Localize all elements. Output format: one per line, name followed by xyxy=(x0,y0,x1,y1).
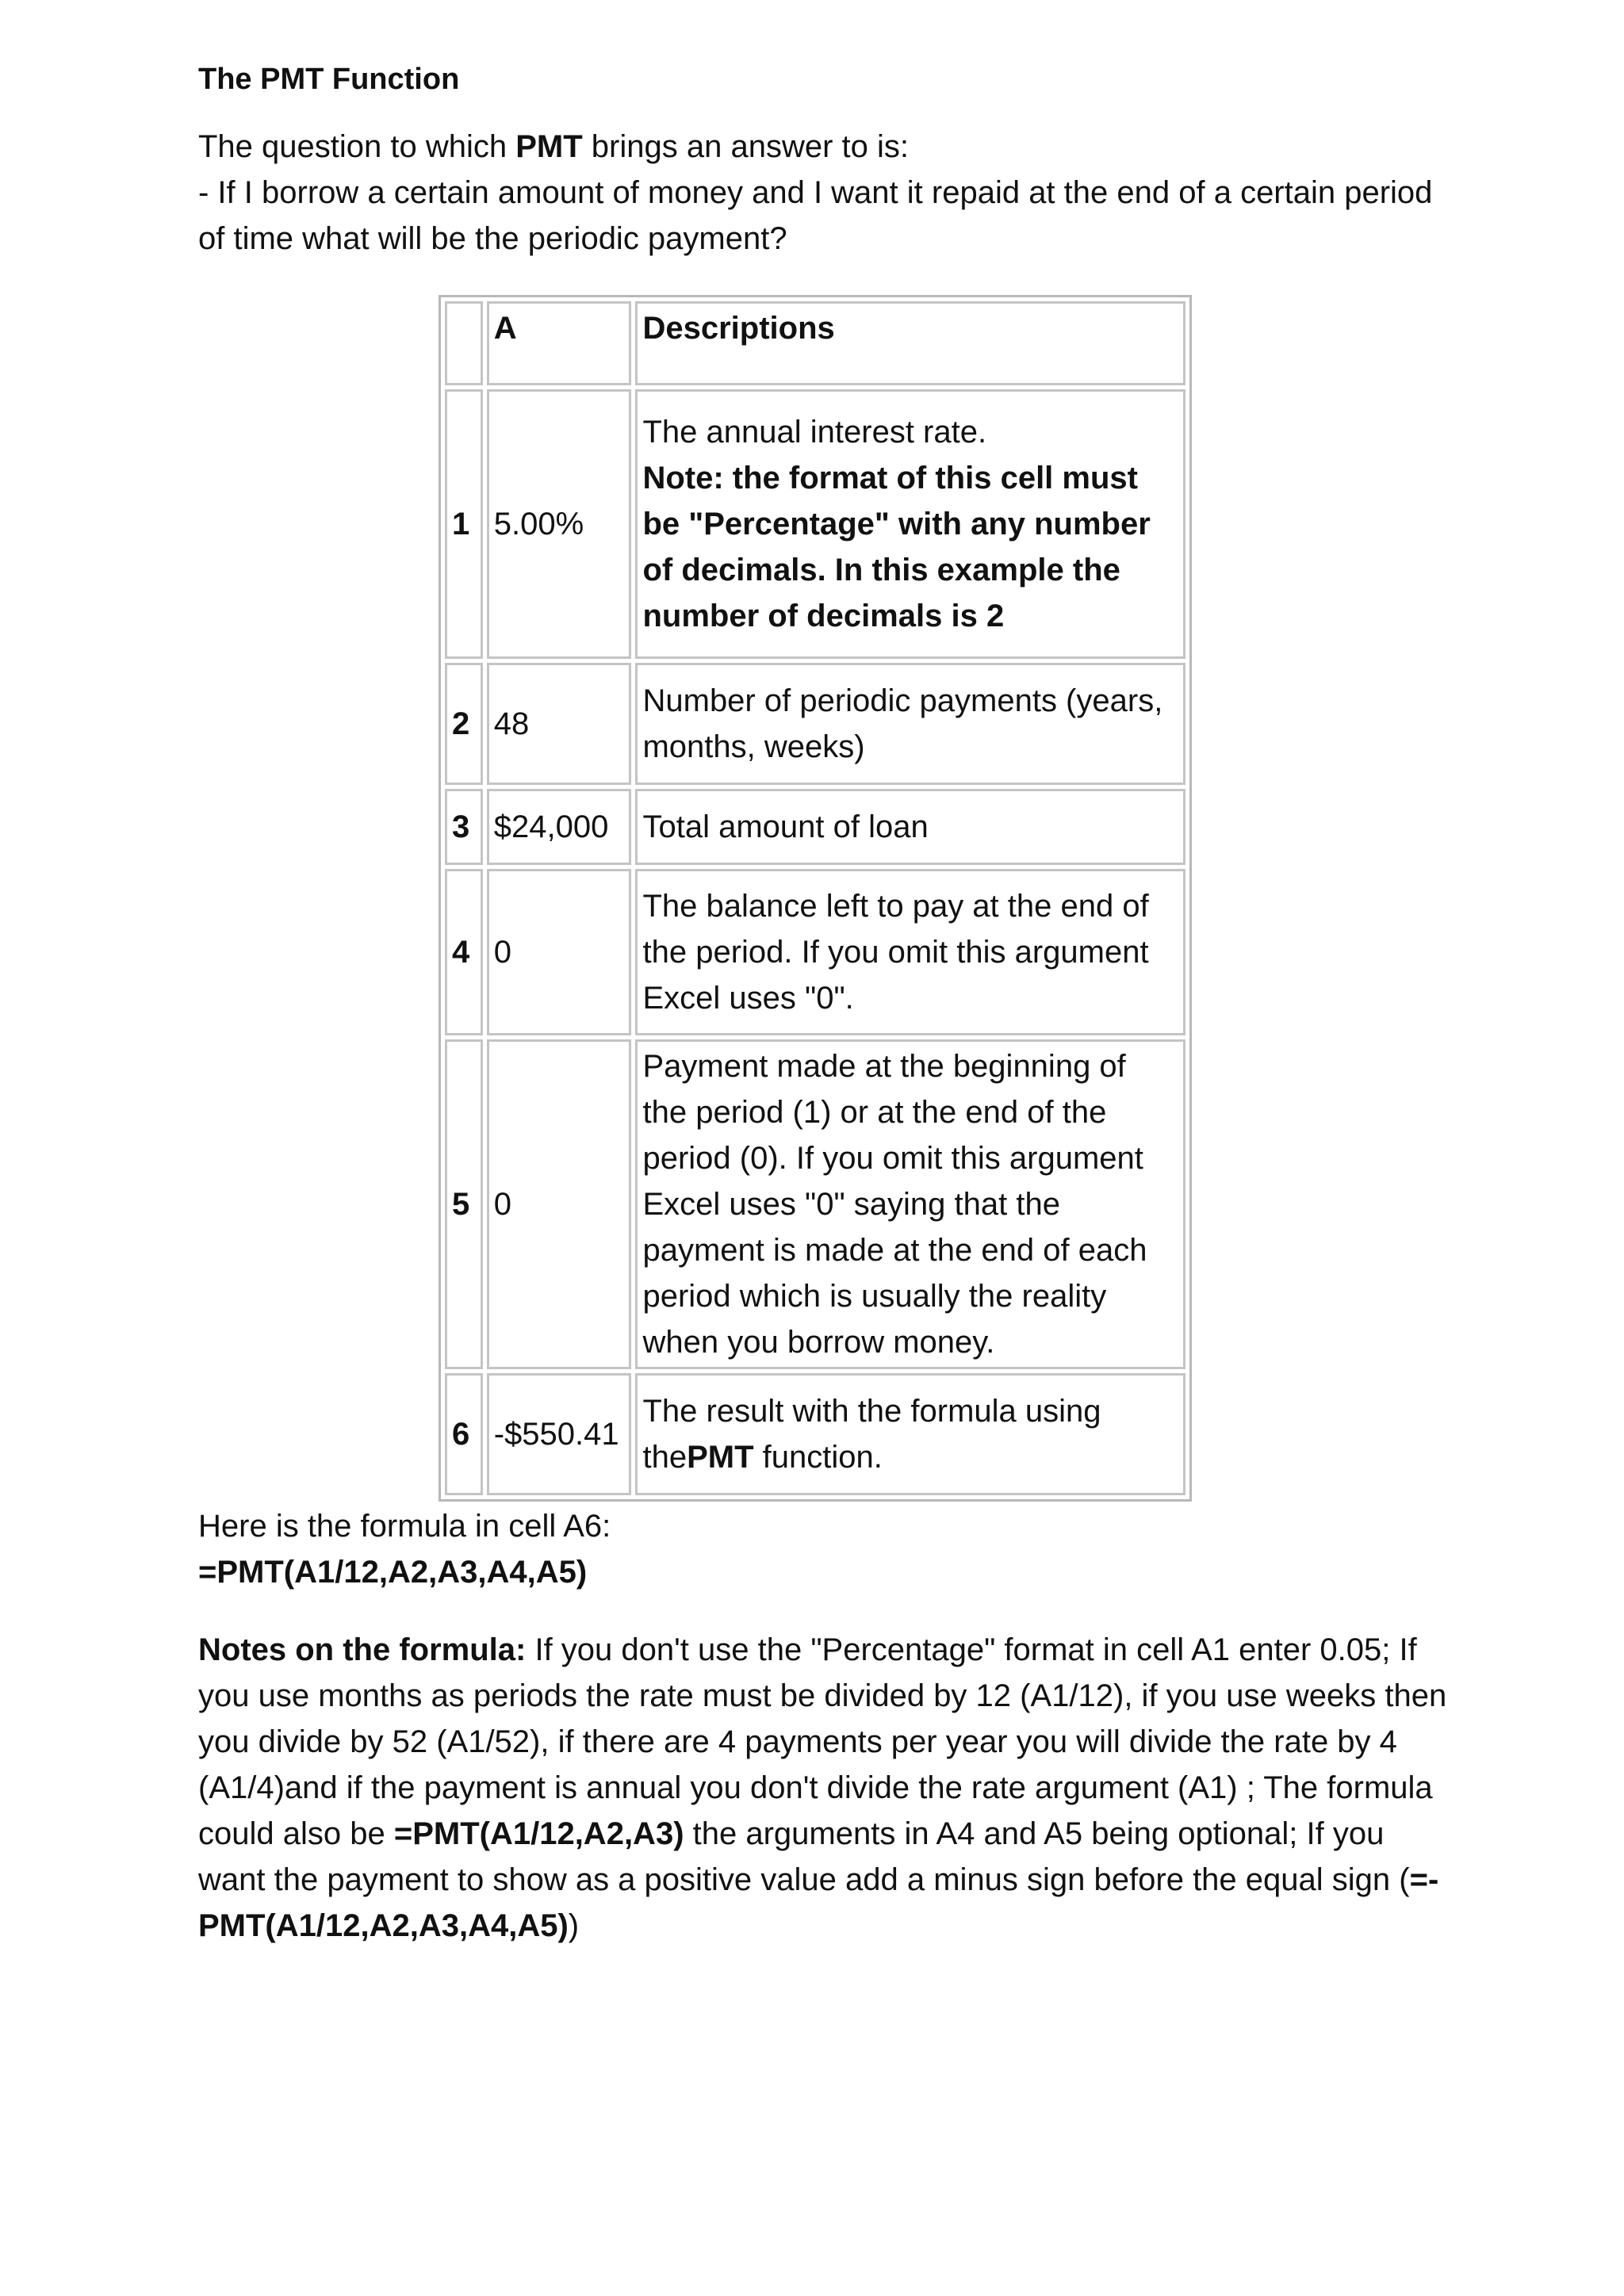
row-description xyxy=(635,1373,1185,1495)
pmt-arguments-table xyxy=(439,295,1192,1502)
header-descriptions: Descriptions xyxy=(635,301,1185,385)
row-number: 1 xyxy=(445,389,483,659)
table-row xyxy=(445,789,1185,865)
table-row xyxy=(445,869,1185,1035)
intro-pre: The question to which xyxy=(198,129,516,164)
description-text: The annual interest rate. xyxy=(642,415,987,450)
notes-section xyxy=(198,1627,1451,1949)
notes-formula-short: =PMT(A1/12,A2,A3) xyxy=(393,1816,684,1851)
notes-paragraph xyxy=(198,1627,1451,1949)
document-content xyxy=(198,54,1451,1949)
row-value: 0 xyxy=(487,1039,632,1369)
table-row xyxy=(445,1039,1185,1369)
row-number: 5 xyxy=(445,1039,483,1369)
intro-paragraph xyxy=(198,124,1451,262)
table-wrapper xyxy=(439,295,1451,1502)
page-title: The PMT Function xyxy=(198,63,460,96)
row-value: -$550.41 xyxy=(487,1373,632,1495)
row-value: 48 xyxy=(487,663,632,785)
row-number: 2 xyxy=(445,663,483,785)
row-value: 5.00% xyxy=(487,389,632,659)
intro-line-1 xyxy=(198,124,1451,170)
row-description: Number of periodic payments (years, months, weeks) xyxy=(635,663,1185,785)
description-post: function. xyxy=(753,1440,883,1475)
table-header-row xyxy=(445,301,1185,385)
row-description: Total amount of loan xyxy=(635,789,1185,865)
row-value: $24,000 xyxy=(487,789,632,865)
table-row xyxy=(445,389,1185,659)
row-description: Payment made at the beginning of the period (1) or at the end of the period (0). If you omit this argument Excel uses "0" saying that the payment is made at the end of each period which is usually the reality when you borrow money. xyxy=(635,1039,1185,1369)
description-pre: The result with the formula using the xyxy=(642,1394,1101,1475)
row-number: 4 xyxy=(445,869,483,1035)
notes-text-3: ) xyxy=(568,1908,580,1943)
header-column-a: A xyxy=(487,301,632,385)
row-number: 3 xyxy=(445,789,483,865)
row-description xyxy=(635,389,1185,659)
formula-text: =PMT(A1/12,A2,A3,A4,A5) xyxy=(198,1555,588,1590)
row-number: 6 xyxy=(445,1373,483,1495)
description-note-bold: Note: the format of this cell must be "Percentage" with any number of decimals. In this example the number of decimals is 2 xyxy=(642,461,1151,633)
header-corner-cell xyxy=(445,301,483,385)
formula-intro: Here is the formula in cell A6: xyxy=(198,1509,611,1544)
intro-pmt-bold: PMT xyxy=(515,129,583,164)
row-description: The balance left to pay at the end of the period. If you omit this argument Excel uses "0". xyxy=(635,869,1185,1035)
formula-section xyxy=(198,1503,1451,1595)
table-row xyxy=(445,663,1185,785)
table-row xyxy=(445,1373,1185,1495)
row-value: 0 xyxy=(487,869,632,1035)
notes-text-2: the arguments in A4 and A5 being optional; If you want the payment to show as a positive value add a minus sign before the equal sign ( xyxy=(198,1816,1410,1897)
notes-label: Notes on the formula: xyxy=(198,1632,527,1667)
notes-formula-negative: =-PMT(A1/12,A2,A3,A4,A5) xyxy=(198,1862,1439,1943)
notes-text-1: If you don't use the "Percentage" format in cell A1 enter 0.05; If you use months as periods the rate must be divided by 12 (A1/12), if you use weeks then you divide by 52 (A1/52), if there are 4 payments per year you will divide the rate by 4 (A1/4)and if the payment is annual you don't divide the rate argument (A1) ; The formula could also be xyxy=(198,1632,1447,1851)
description-pmt-bold: PMT xyxy=(687,1440,754,1475)
intro-line-2: - If I borrow a certain amount of money and I want it repaid at the end of a certain period of time what will be the periodic payment? xyxy=(198,175,1433,256)
intro-post: brings an answer to is: xyxy=(582,129,909,164)
